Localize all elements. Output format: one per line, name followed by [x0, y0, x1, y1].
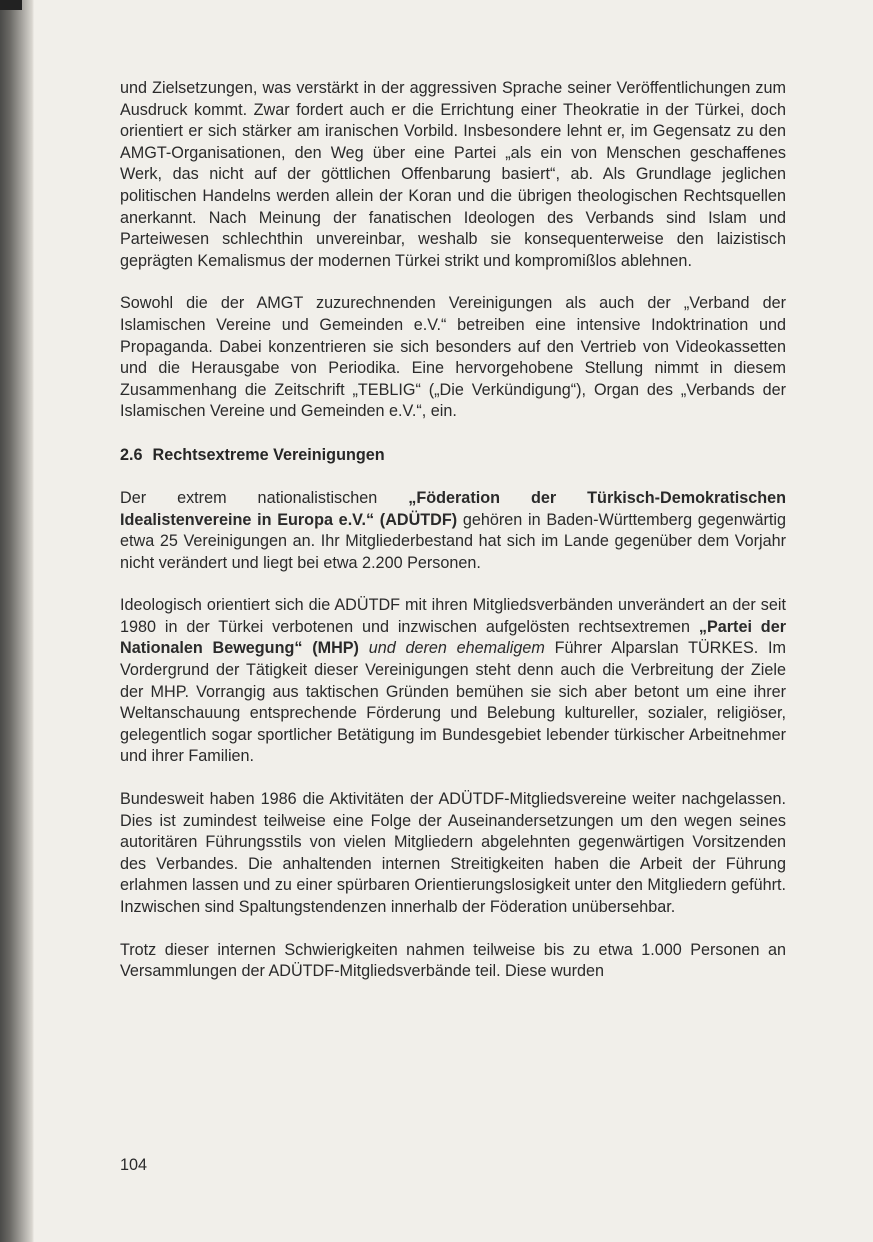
- paragraph-2: Sowohl die der AMGT zuzurechnenden Vereinigungen als auch der „Verband der Islamischen Vereine und Gemeinden e.V.“ betreiben eine intensive Indoktrination und Propaganda. Dabei konzentrieren sie sich besonders auf den Vertrieb von Videokassetten und die Herausgabe von Periodika. Eine hervorgehobene Stellung nimmt in diesem Zusammenhang die Zeitschrift „TEBLIG“ („Die Verkündigung“), Organ des „Verbands der Islamischen Vereine und Gemeinden e.V.“, ein.: [120, 294, 786, 421]
- book-spine-shadow: [0, 0, 34, 1242]
- paragraph-5: Bundesweit haben 1986 die Aktivitäten der ADÜTDF-Mitgliedsvereine weiter nachgelassen. Dies ist zumindest teilweise eine Folge der Auseinandersetzungen um den wegen seines autoritären Führungsstils von vielen Mitgliedern abgelehnten gegenwärtigen Vorsitzenden des Verbandes. Die anhaltenden internen Streitigkeiten haben die Arbeit der Führung erlahmen lassen und zu einer spürbaren Orientierungslosigkeit unter den Mitgliedern geführt. Inzwischen sind Spaltungstendenzen innerhalb der Föderation unübersehbar.: [120, 790, 786, 916]
- section-number: 2.6: [120, 445, 143, 464]
- page-number: 104: [120, 1156, 148, 1174]
- organization-name-adutdf: „Föderation der Türkisch-Demokratischen Idealistenvereine in Europa e.V.“ (ADÜTDF): [120, 488, 786, 529]
- paragraph-4-text-after: Führer Alparslan TÜRKES. Im Vordergrund der Tätigkeit dieser Vereinigungen steht denn auch die Verbreitung der Ziele der MHP. Vorrangig aus taktischen Gründen bemühen sie sich aber betont um eine ihrer Weltanschauung entsprechende Förderung und Belebung kultureller, sozialer, religiöser, gelegentlich sogar sportlicher Betätigung im Bundesgebiet lebender türkischer Arbeitnehmer und ihrer Familien.: [120, 639, 786, 766]
- body-text: [120, 78, 786, 1004]
- scan-corner-mark: [0, 0, 22, 10]
- paragraph-3: [120, 488, 786, 574]
- party-name-mhp: „Partei der Nationalen Bewegung“ (MHP): [120, 617, 786, 658]
- paragraph-1: und Zielsetzungen, was verstärkt in der aggressiven Sprache seiner Veröffentlichungen zum Ausdruck kommt. Zwar fordert auch er die Errichtung einer Theokratie in der Türkei, doch orientiert er sich stärker am iranischen Vorbild. Insbesondere lehnt er, im Gegensatz zu den AMGT-Organisationen, den Weg über eine Partei „als ein von Menschen geschaffenes Werk, das nicht auf der göttlichen Offenbarung basiert“, ab. Als Grundlage jeglichen politischen Handelns werden allein der Koran und die übrigen theologischen Rechtsquellen anerkannt. Nach Meinung der fanatischen Ideologen des Verbands sind Islam und Parteiwesen schlechthin unvereinbar, weshalb sie konsequenterweise den laizistisch geprägten Kemalismus der modernen Türkei strikt und kompromißlos ablehnen.: [120, 79, 786, 270]
- paragraph-3-text-after: gehören in Baden-Württemberg gegenwärtig etwa 25 Vereinigungen an. Ihr Mitgliederbestand hat sich im Lande gegenüber dem Vorjahr nicht verändert und liegt bei etwa 2.200 Personen.: [120, 510, 786, 572]
- paragraph-4-italic: und deren ehemaligem: [358, 639, 545, 658]
- section-title: Rechtsextreme Vereinigungen: [152, 445, 385, 464]
- paragraph-4-text: Ideologisch orientiert sich die ADÜTDF mit ihren Mitgliedsverbänden unverändert an der seit 1980 in der Türkei verbotenen und inzwischen aufgelösten rechtsextremen: [120, 596, 786, 636]
- paragraph-4: [120, 595, 786, 768]
- paragraph-6: Trotz dieser internen Schwierigkeiten nahmen teilweise bis zu etwa 1.000 Personen an Versammlungen der ADÜTDF-Mitgliedsverbände teil. Diese wurden: [120, 940, 786, 981]
- paragraph-3-text: Der extrem nationalistischen: [120, 488, 409, 507]
- section-heading: [120, 444, 786, 466]
